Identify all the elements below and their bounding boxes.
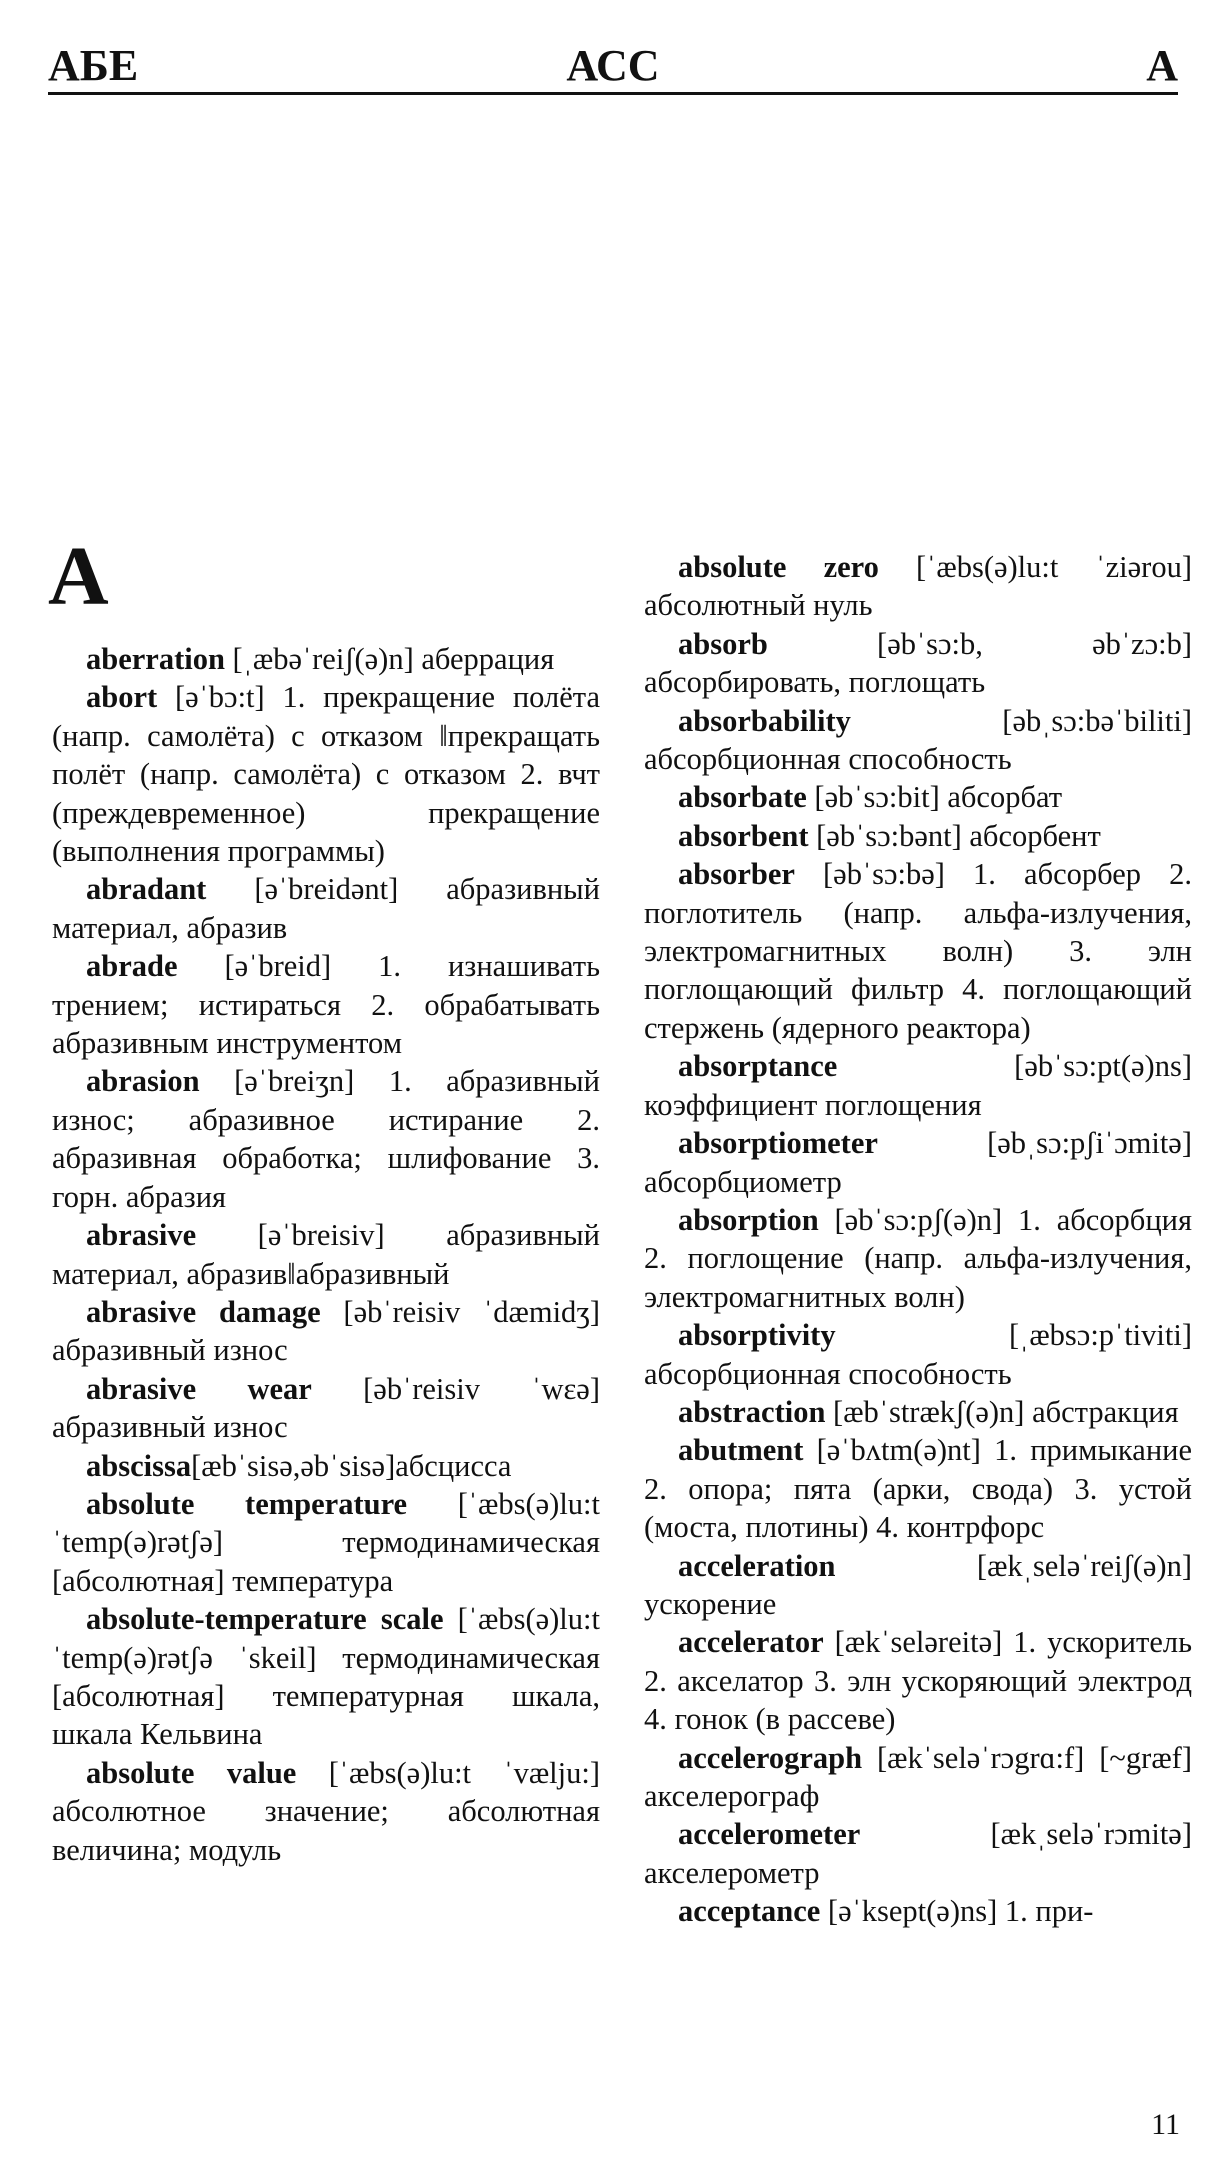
dictionary-entry bbox=[52, 1485, 600, 1600]
headword: abradant bbox=[86, 872, 207, 907]
entry-text: [æbˈstrækʃ(ə)n] абстракция bbox=[825, 1394, 1179, 1429]
entry-text: [əˈbɔ:t] 1. прекращение полёта (напр. самолёта) с отказом ‖прекращать полёт (напр. самолёта) с отказом 2. вчт (преждевременное) прекращение (выполнения программы) bbox=[52, 680, 600, 869]
dictionary-entry bbox=[644, 1739, 1192, 1816]
headword: absorption bbox=[678, 1202, 819, 1237]
dictionary-entry bbox=[52, 1754, 600, 1869]
entry-text: [ˈæbs(ə)lu:t ˈvælju:] абсолютное значение; абсолютная величина; модуль bbox=[52, 1755, 600, 1867]
headword: absolute zero bbox=[678, 550, 879, 584]
entry-text: [ækˌseləˈreiʃ(ə)n] ускорение bbox=[644, 1548, 1192, 1621]
dictionary-entry bbox=[644, 1047, 1192, 1124]
entry-text: [əbˈsɔ:bə] 1. абсорбер 2. поглотитель (напр. альфа-излучения, электромагнитных волн) 3. элн поглощающий фильтр 4. поглощающий стержень (ядерного реактора) bbox=[644, 857, 1192, 1045]
dictionary-entry bbox=[644, 1892, 1192, 1930]
headword: absorptivity bbox=[678, 1318, 836, 1353]
headword: abutment bbox=[678, 1433, 804, 1468]
headword: absorber bbox=[678, 857, 795, 892]
headword: accelerograph bbox=[678, 1740, 863, 1775]
headword: absorptiometer bbox=[678, 1126, 878, 1161]
dictionary-entry bbox=[52, 947, 600, 1062]
headword: absolute value bbox=[86, 1755, 297, 1790]
entry-text: [əbˈsɔ:bənt] абсорбент bbox=[808, 818, 1101, 853]
entry-text: [əbˈreisiv ˈwɛə] абразивный износ bbox=[52, 1371, 601, 1445]
header-first-entry: АБЕ bbox=[48, 41, 139, 90]
entry-text: [ˈæbs(ə)lu:t ˈtemp(ə)rətʃə ˈskeil] термодинамическая [абсолютная] температурная шкала, шкала Кельвина bbox=[52, 1602, 600, 1752]
entry-text: [ækˈseləˈrɔgrɑ:f] [~græf] акселерограф bbox=[644, 1740, 1192, 1813]
dictionary-entry bbox=[644, 1623, 1192, 1738]
dictionary-entry bbox=[644, 1393, 1192, 1431]
entry-text: [æbˈsisə,əbˈsisə]абсцисса bbox=[191, 1448, 512, 1483]
dictionary-entry bbox=[52, 1293, 600, 1370]
dictionary-entry bbox=[644, 1124, 1192, 1201]
entry-text: [əˈbreidənt] абразивный материал, абразив bbox=[52, 872, 600, 945]
headword: abscissa bbox=[86, 1448, 192, 1483]
headword: abrade bbox=[86, 949, 178, 984]
dictionary-entry bbox=[644, 1431, 1192, 1546]
entry-text: [əbˌsɔ:bəˈbiliti] абсорбционная способность bbox=[644, 703, 1192, 777]
headword: acceptance bbox=[678, 1894, 821, 1929]
entry-text: [əˈbʌtm(ə)nt] 1. примыкание 2. опора; пята (арки, свода) 3. устой (моста, плотины) 4. контрфорс bbox=[644, 1433, 1192, 1545]
headword: absorbability bbox=[678, 703, 851, 738]
headword: absolute temperature bbox=[86, 1486, 408, 1521]
dictionary-entry bbox=[644, 1547, 1192, 1624]
entry-text: [əbˈsɔ:bit] абсорбат bbox=[806, 780, 1063, 815]
headword: absorbate bbox=[678, 780, 807, 815]
headword: absorptance bbox=[678, 1049, 838, 1084]
header-last-entry: АСС bbox=[566, 41, 660, 90]
headword: accelerator bbox=[678, 1625, 824, 1660]
headword: absorbent bbox=[678, 818, 809, 853]
page-number: 11 bbox=[1151, 2108, 1180, 2141]
entry-text: [əbˌsɔ:pʃiˈɔmitə] абсорбциометр bbox=[644, 1126, 1192, 1199]
headword: accelerometer bbox=[678, 1817, 861, 1852]
dictionary-entry bbox=[52, 870, 600, 947]
entry-text: [əbˈsɔ:pʃ(ə)n] 1. абсорбция 2. поглощение (напр. альфа-излучения, электромагнитных волн) bbox=[644, 1202, 1192, 1314]
headword: aberration bbox=[86, 642, 225, 676]
entry-text: [əˈksept(ə)ns] 1. при- bbox=[820, 1894, 1094, 1929]
dictionary-entry bbox=[52, 1062, 600, 1216]
header-section-letter: А bbox=[1146, 41, 1178, 90]
entry-text: [ˌæbəˈreiʃ(ə)n] аберрация bbox=[224, 642, 555, 676]
dictionary-entry bbox=[644, 1316, 1192, 1393]
headword: abrasive wear bbox=[86, 1371, 312, 1406]
right-column bbox=[644, 548, 1192, 1931]
running-header bbox=[48, 40, 1178, 95]
entry-text: [əˈbreisiv] абразивный материал, абразив‖абразивный bbox=[52, 1218, 600, 1291]
dictionary-entry bbox=[644, 1815, 1192, 1892]
dictionary-entry bbox=[52, 1370, 600, 1447]
headword: abstraction bbox=[678, 1394, 826, 1429]
headword: abrasion bbox=[86, 1064, 200, 1099]
entry-text: [əˈbreiʒn] 1. абразивный износ; абразивное истирание 2. абразивная обработка; шлифование 3. горн. абразия bbox=[52, 1064, 600, 1214]
dictionary-entry bbox=[52, 640, 600, 678]
dictionary-entry bbox=[52, 678, 600, 870]
dictionary-entry bbox=[644, 855, 1192, 1047]
entry-text: [ækˈseləreitə] 1. ускоритель 2. акселатор 3. элн ускоряющий электрод 4. гонок (в рассеве) bbox=[644, 1625, 1192, 1737]
headword: abrasive bbox=[86, 1218, 197, 1253]
headword: abrasive damage bbox=[86, 1294, 321, 1329]
headword: absolute-temperature scale bbox=[86, 1602, 444, 1637]
dictionary-entry bbox=[52, 1600, 600, 1754]
entry-text: [əbˈsɔ:pt(ə)ns] коэффициент поглощения bbox=[644, 1049, 1192, 1122]
entry-text: [ækˌseləˈrɔmitə] акселерометр bbox=[644, 1817, 1192, 1890]
dictionary-entry bbox=[644, 625, 1192, 702]
dictionary-entry bbox=[644, 548, 1192, 625]
headword: acceleration bbox=[678, 1548, 836, 1583]
dictionary-entry bbox=[644, 778, 1192, 816]
entry-text: [ˈæbs(ə)lu:t ˈtemp(ə)rətʃə] термодинамическая [абсолютная] температура bbox=[52, 1486, 600, 1598]
left-column bbox=[52, 640, 600, 1869]
headword: absorb bbox=[678, 626, 768, 661]
dictionary-entry bbox=[52, 1216, 600, 1293]
dictionary-entry bbox=[644, 817, 1192, 855]
dictionary-entry bbox=[644, 1201, 1192, 1316]
dictionary-entry bbox=[644, 702, 1192, 779]
entry-text: [əˈbreid] 1. изнашивать трением; истираться 2. обрабатывать абразивным инструментом bbox=[52, 949, 600, 1061]
section-letter: А bbox=[48, 530, 109, 623]
dictionary-entry bbox=[52, 1447, 600, 1485]
headword: abort bbox=[86, 680, 158, 715]
entry-text: [ˈæbs(ə)lu:t ˈziərou] абсолютный нуль bbox=[644, 550, 1192, 623]
entry-text: [ˌæbsɔ:pˈtiviti] абсорбционная способность bbox=[644, 1318, 1192, 1391]
entry-text: [əbˈsɔ:b, əbˈzɔ:b] абсорбировать, поглощать bbox=[644, 626, 1192, 700]
entry-text: [əbˈreisiv ˈdæmidʒ] абразивный износ bbox=[52, 1294, 600, 1368]
